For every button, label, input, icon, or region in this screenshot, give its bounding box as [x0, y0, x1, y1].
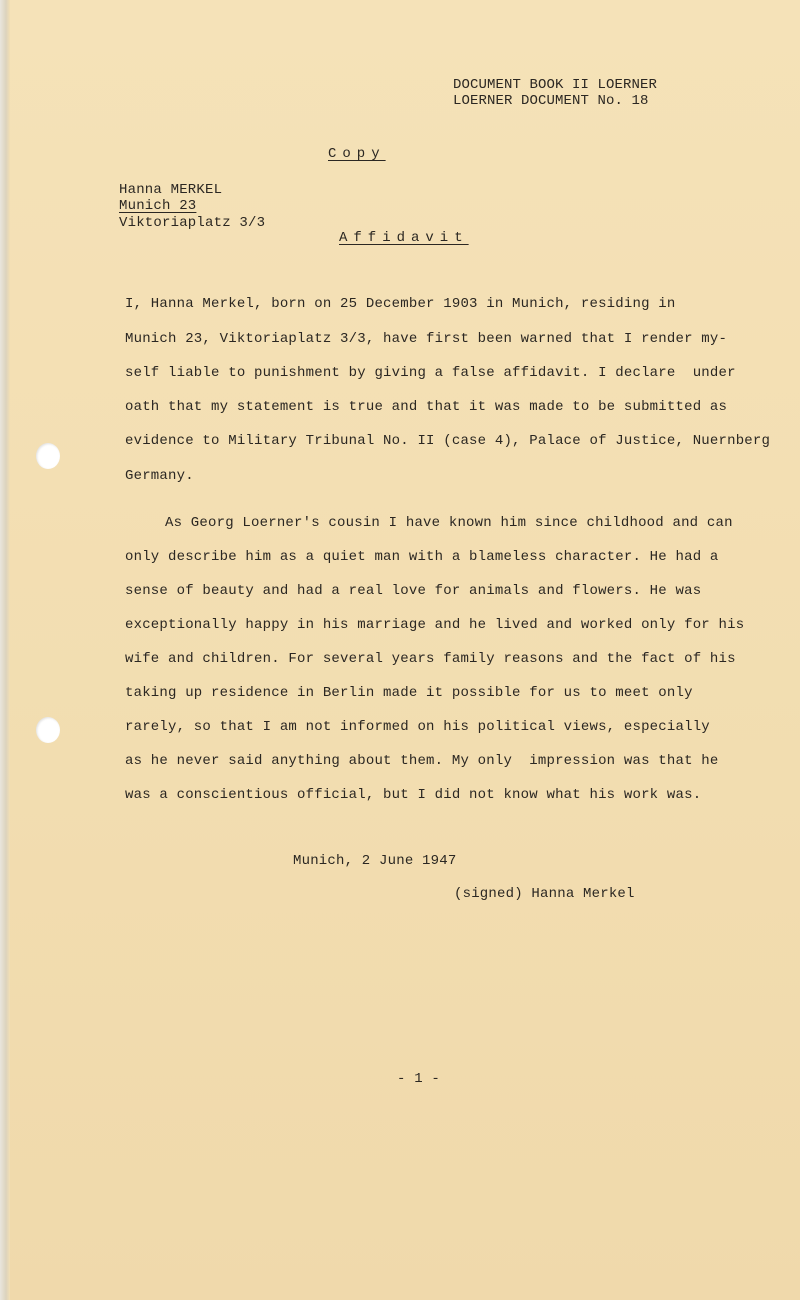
paragraph1-line: evidence to Military Tribunal No. II (case 4), Palace of Justice, Nuernberg	[125, 433, 771, 449]
page-number: - 1 -	[397, 1071, 441, 1087]
paragraph2-line: sense of beauty and had a real love for animals and flowers. He was	[125, 583, 702, 599]
paragraph2-line: As Georg Loerner's cousin I have known him since childhood and can	[165, 515, 733, 531]
affidavit-title: Affidavit	[339, 230, 469, 246]
sender-street: Viktoriaplatz 3/3	[119, 215, 266, 231]
place-date: Munich, 2 June 1947	[293, 853, 457, 869]
document-number-header: LOERNER DOCUMENT No. 18	[453, 93, 649, 109]
paragraph1-line: Germany.	[125, 468, 194, 484]
paragraph2-line: rarely, so that I am not informed on his political views, especially	[125, 719, 710, 735]
punch-hole-top	[36, 443, 60, 469]
paragraph2-line: taking up residence in Berlin made it possible for us to meet only	[125, 685, 693, 701]
page-left-edge	[0, 0, 10, 1300]
paragraph2-line: only describe him as a quiet man with a blameless character. He had a	[125, 549, 719, 565]
copy-label: Copy	[328, 146, 386, 162]
paragraph2-line: exceptionally happy in his marriage and he lived and worked only for his	[125, 617, 745, 633]
sender-name: Hanna MERKEL	[119, 182, 223, 198]
paragraph1-line: self liable to punishment by giving a false affidavit. I declare under	[125, 365, 736, 381]
paragraph2-line: as he never said anything about them. My only impression was that he	[125, 753, 719, 769]
document-book-header: DOCUMENT BOOK II LOERNER	[453, 77, 658, 93]
paragraph2-line: was a conscientious official, but I did not know what his work was.	[125, 787, 702, 803]
punch-hole-bottom	[36, 717, 60, 743]
paragraph1-line: oath that my statement is true and that it was made to be submitted as	[125, 399, 728, 415]
paragraph1-line: I, Hanna Merkel, born on 25 December 1903 in Munich, residing in	[125, 296, 676, 312]
signature: (signed) Hanna Merkel	[454, 886, 635, 902]
sender-city: Munich 23	[119, 198, 197, 214]
paragraph2-line: wife and children. For several years family reasons and the fact of his	[125, 651, 736, 667]
paragraph1-line: Munich 23, Viktoriaplatz 3/3, have first been warned that I render my-	[125, 331, 728, 347]
